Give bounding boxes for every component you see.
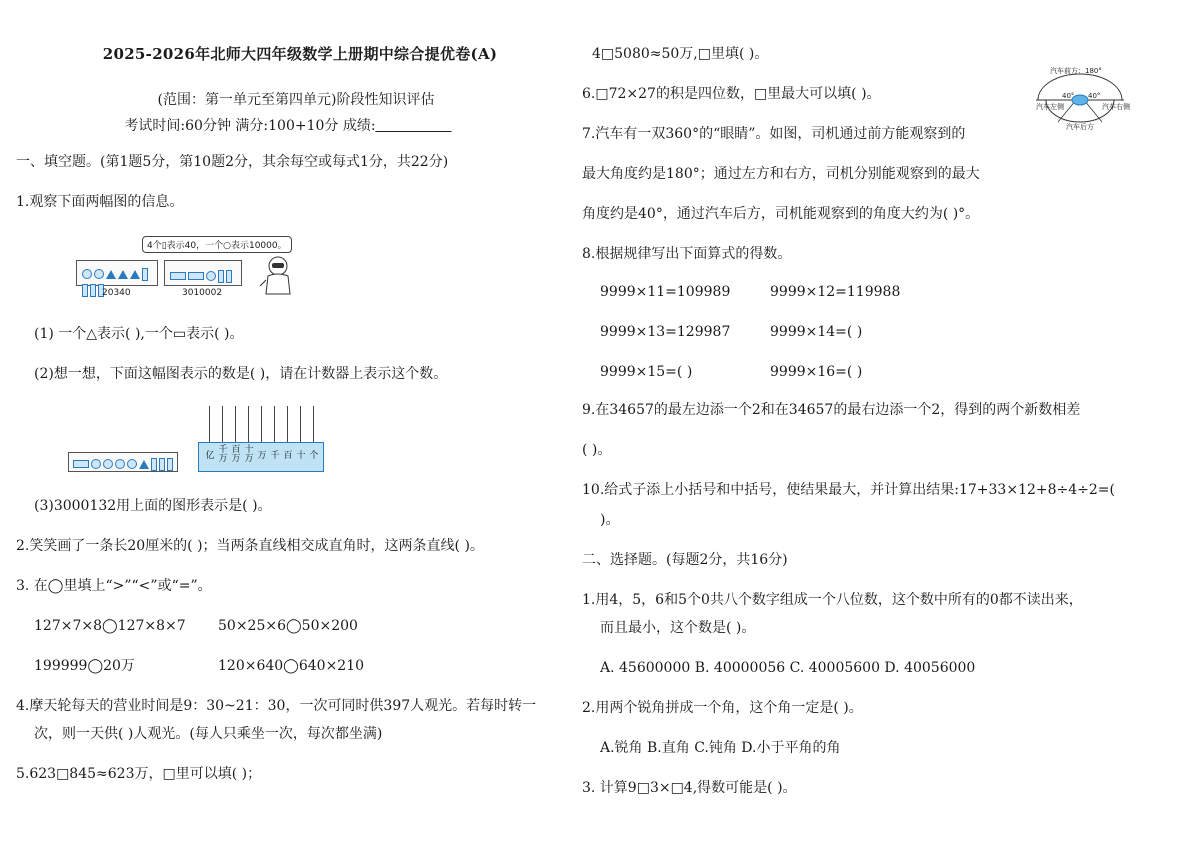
- exam-info: [124, 116, 451, 136]
- q4-line2: 次，则一天供( )人观光。(每人只乘坐一次，每次都坐满): [34, 726, 383, 742]
- circle-icon: [103, 459, 113, 469]
- abacus-label: 万: [257, 451, 267, 461]
- exam-scope: (范围：第一单元至第四单元)阶段性知识评估: [157, 92, 435, 108]
- car-front-label: 汽车前方：180°: [1050, 67, 1102, 75]
- panel-left-number: 20340: [102, 288, 131, 298]
- panel-right: [164, 260, 242, 286]
- abacus-label: 十: [296, 451, 306, 461]
- q10-line1: 10.给式子添上小括号和中括号，使结果最大，并计算出结果:17+33×12+8÷4÷2=(: [582, 482, 1115, 498]
- q8-r3b: 9999×16=( ): [770, 364, 863, 380]
- panel-bottom: [68, 452, 178, 472]
- q3-a: 127×7×8◯127×8×7: [34, 618, 186, 634]
- q3-d: 120×640◯640×210: [218, 658, 365, 674]
- abacus-label: 千: [270, 451, 280, 461]
- q10-line2: )。: [600, 512, 620, 528]
- robot-icon: [258, 254, 298, 298]
- abacus-rod: [209, 406, 210, 442]
- q8-r1b: 9999×12=119988: [770, 284, 901, 300]
- abacus-rod: [287, 406, 288, 442]
- q7-line3: 角度约是40°，通过汽车后方，司机能观察到的角度大约为( )°。: [582, 206, 980, 222]
- q9-line2: ( )。: [582, 442, 612, 458]
- abacus-rod: [235, 406, 236, 442]
- q1-sub2: (2)想一想，下面这幅图表示的数是( )，请在计数器上表示这个数。: [34, 366, 448, 382]
- q8-stem: 8.根据规律写出下面算式的得数。: [582, 246, 792, 262]
- abacus-label: 百万: [231, 445, 241, 464]
- circle-icon: [82, 269, 92, 279]
- rect-icon: [73, 460, 89, 468]
- bar-icon: [226, 270, 232, 283]
- q3-b: 50×25×6◯50×200: [218, 618, 358, 634]
- abacus-rod: [274, 406, 275, 442]
- abacus-rod: [300, 406, 301, 442]
- q7-line2: 最大角度约是180°；通过左方和右方，司机分别能观察到的最大: [582, 166, 980, 182]
- circle-icon: [206, 271, 216, 281]
- rect-icon: [170, 272, 186, 280]
- abacus-label: 亿: [205, 451, 215, 461]
- car-right-label: 汽车右侧: [1102, 103, 1130, 111]
- s2-q1-line2: 而且最小，这个数是( )。: [600, 620, 756, 636]
- q8-r1a: 9999×11=109989: [600, 284, 731, 300]
- bar-icon: [167, 458, 173, 471]
- abacus[interactable]: [198, 404, 322, 474]
- circle-icon: [91, 459, 101, 469]
- abacus-base: [198, 442, 324, 472]
- panel-right-shapes: [170, 268, 234, 284]
- abacus-rod: [248, 406, 249, 442]
- car-angle-left: 40°: [1062, 92, 1075, 100]
- triangle-icon: [139, 460, 149, 469]
- bar-icon: [90, 284, 96, 297]
- bar-icon: [159, 458, 165, 471]
- s2-q3-text: 3. 计算9□3×□4,得数可能是( )。: [582, 780, 797, 796]
- s2-q2-options: A.锐角 B.直角 C.钝角 D.小于平角的角: [600, 740, 841, 756]
- exam-info-text: 考试时间:60分钟 满分:100+10分 成绩:: [124, 118, 376, 134]
- car-rear-label: 汽车后方: [1066, 123, 1094, 131]
- circle-icon: [127, 459, 137, 469]
- circle-icon: [115, 459, 125, 469]
- abacus-rod: [222, 406, 223, 442]
- panel-bottom-shapes: [73, 456, 175, 472]
- s2-q1-options: A. 45600000 B. 40000056 C. 40005600 D. 40056000: [600, 660, 976, 676]
- q9-line1: 9.在34657的最左边添一个2和在34657的最右边添一个2，得到的两个新数相差: [582, 402, 1081, 418]
- abacus-rod: [261, 406, 262, 442]
- abacus-label: 千万: [218, 445, 228, 464]
- panel-left: [76, 260, 158, 286]
- q8-r3a: 9999×15=( ): [600, 364, 693, 380]
- triangle-icon: [130, 270, 140, 279]
- circle-icon: [94, 269, 104, 279]
- q1-sub1: (1) 一个△表示( ),一个▭表示( )。: [34, 326, 244, 342]
- exam-title: 2025-2026年北师大四年级数学上册期中综合提优卷(A): [102, 45, 498, 63]
- triangle-icon: [118, 270, 128, 279]
- car-angle-right: 40°: [1088, 92, 1101, 100]
- section2-heading: 二、选择题。(每题2分，共16分): [582, 552, 788, 568]
- q5-continued: 4□5080≈50万,□里填( )。: [592, 46, 769, 62]
- section1-heading: 一、填空题。(第1题5分，第10题2分，其余每空或每式1分，共22分): [16, 154, 449, 170]
- q1-stem: 1.观察下面两幅图的信息。: [16, 194, 184, 210]
- abacus-rod: [313, 406, 314, 442]
- car-vision-figure: [1032, 64, 1128, 132]
- bar-icon: [151, 458, 157, 471]
- q1-sub3: (3)3000132用上面的图形表示是( )。: [34, 498, 272, 514]
- s2-q2-text: 2.用两个锐角拼成一个角，这个角一定是( )。: [582, 700, 863, 716]
- bar-icon: [218, 270, 224, 283]
- q3-stem: 3. 在◯里填上“>”“<”或“=”。: [16, 578, 212, 594]
- q1-figure: [74, 232, 304, 302]
- car-left-label: 汽车左侧: [1036, 103, 1064, 111]
- q2-text: 2.笑笑画了一条长20厘米的( )；当两条直线相交成直角时，这两条直线( )。: [16, 538, 484, 554]
- q1-abacus-figure: [66, 404, 326, 476]
- bar-icon: [82, 284, 88, 297]
- q5-text: 5.623□845≈623万，□里可以填( )；: [16, 766, 262, 782]
- rect-icon: [188, 272, 204, 280]
- s2-q1-line1: 1.用4，5，6和5个0共八个数字组成一个八位数，这个数中所有的0都不读出来，: [582, 592, 1083, 608]
- panel-right-number: 3010002: [182, 288, 223, 298]
- q8-r2b: 9999×14=( ): [770, 324, 863, 340]
- score-blank[interactable]: [376, 117, 452, 132]
- q3-c: 199999◯20万: [34, 658, 135, 674]
- abacus-label: 百: [283, 451, 293, 461]
- abacus-label: 十万: [244, 445, 254, 464]
- q8-r2a: 9999×13=129987: [600, 324, 731, 340]
- abacus-label: 个: [309, 451, 319, 461]
- q1-bubble: 4个▯表示40，一个○表示10000。: [142, 236, 292, 253]
- bar-icon: [142, 268, 148, 281]
- triangle-icon: [106, 270, 116, 279]
- q4-line1: 4.摩天轮每天的营业时间是9：30~21：30，一次可同时供397人观光。若每时转一: [16, 698, 537, 714]
- q7-line1: 7.汽车有一双360°的“眼睛”。如图，司机通过前方能观察到的: [582, 126, 966, 142]
- q6-text: 6.□72×27的积是四位数，□里最大可以填( )。: [582, 86, 881, 102]
